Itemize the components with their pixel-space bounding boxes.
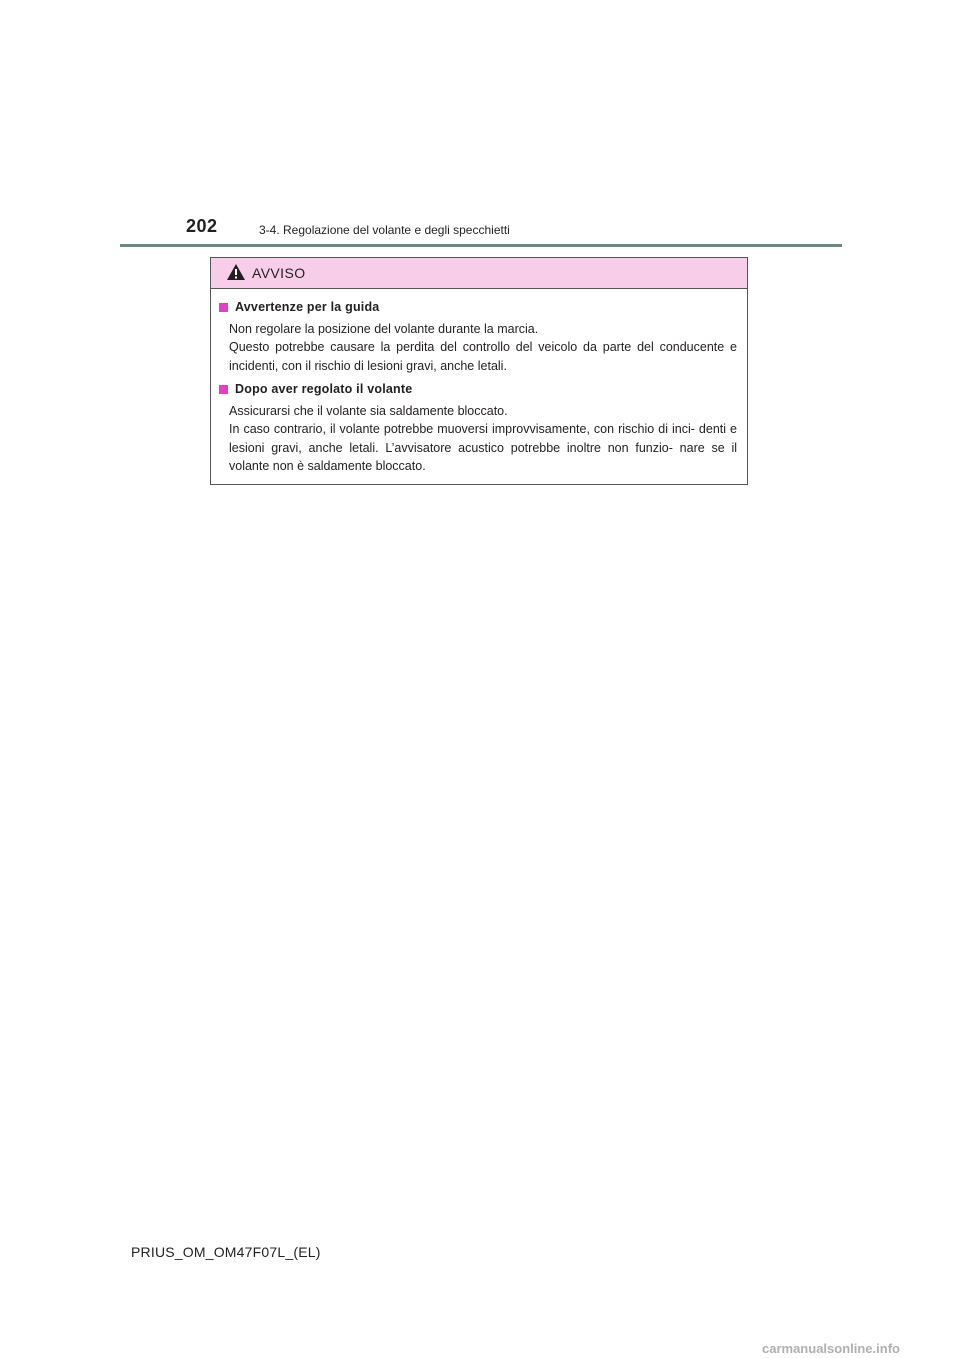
warning-item-text xyxy=(219,402,737,476)
header-rule xyxy=(120,244,842,247)
page-header xyxy=(120,214,842,246)
document-code: PRIUS_OM_OM47F07L_(EL) xyxy=(131,1244,321,1260)
warning-paragraph: In caso contrario, il volante potrebbe muoversi improvvisamente, con rischio di inci- denti e lesioni gravi, anche letali. L’avvisatore acustico potrebbe inoltre non funzio- nare se il volante non è saldamente bloccato. xyxy=(229,422,737,473)
warning-paragraph: Assicurarsi che il volante sia saldamente bloccato. xyxy=(229,403,508,418)
warning-item-heading xyxy=(219,298,737,317)
page-number: 202 xyxy=(186,216,218,236)
warning-paragraph: Questo potrebbe causare la perdita del controllo del veicolo da parte del conducente e incidenti, con il rischio di lesioni gravi, anche letali. xyxy=(229,340,737,373)
warning-item xyxy=(219,298,737,375)
warning-title: AVVISO xyxy=(252,265,306,281)
warning-item-heading-text: Dopo aver regolato il volante xyxy=(235,382,413,396)
warning-item-text xyxy=(219,320,737,376)
square-bullet-icon xyxy=(219,385,228,394)
warning-body xyxy=(211,289,747,476)
warning-box xyxy=(210,257,748,485)
warning-item-heading-text: Avvertenze per la guida xyxy=(235,300,380,314)
watermark: carmanualsonline.info xyxy=(762,1341,900,1356)
section-title: 3-4. Regolazione del volante e degli specchietti xyxy=(259,223,510,237)
warning-triangle-icon xyxy=(226,263,246,281)
warning-header xyxy=(211,258,747,289)
warning-item-heading xyxy=(219,380,737,399)
warning-item xyxy=(219,380,737,476)
warning-paragraph: Non regolare la posizione del volante durante la marcia. xyxy=(229,321,539,336)
square-bullet-icon xyxy=(219,303,228,312)
